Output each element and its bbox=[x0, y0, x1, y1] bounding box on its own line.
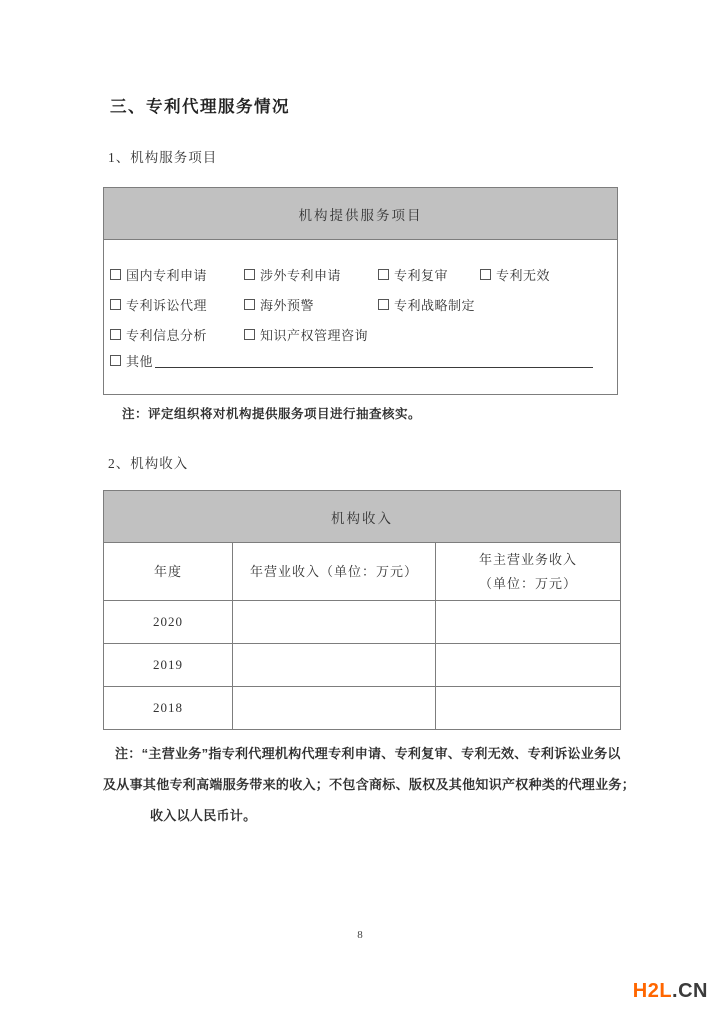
income-row-2020 bbox=[104, 601, 621, 644]
checkbox-patent-information-analysis[interactable] bbox=[110, 325, 207, 344]
watermark-cn: .CN bbox=[672, 980, 708, 1002]
section1-note: 注：评定组织将对机构提供服务项目进行抽查核实。 bbox=[122, 407, 422, 421]
checkbox-label: 专利诉讼代理 bbox=[126, 298, 208, 313]
column-header-year: 年度 bbox=[104, 543, 233, 601]
main-revenue-cell-2019[interactable] bbox=[436, 644, 621, 687]
checkbox-icon[interactable] bbox=[244, 299, 255, 310]
other-fill-in-line[interactable] bbox=[155, 354, 593, 368]
income-row-2018 bbox=[104, 687, 621, 730]
section2-note bbox=[103, 738, 636, 831]
checkbox-label: 涉外专利申请 bbox=[260, 268, 342, 283]
checkbox-icon[interactable] bbox=[110, 269, 121, 280]
section2-note-line1: 注：“主营业务”指专利代理机构代理专利申请、专利复审、专利无效、专利诉讼业务以 bbox=[115, 746, 621, 761]
page-title: 三、专利代理服务情况 bbox=[110, 97, 290, 116]
column-header-main-revenue bbox=[436, 543, 621, 601]
checkbox-icon[interactable] bbox=[110, 355, 121, 366]
column-header-main-revenue-line2: （单位：万元） bbox=[478, 575, 577, 591]
income-row-2019 bbox=[104, 644, 621, 687]
section2-heading: 2、机构收入 bbox=[108, 456, 189, 471]
checkbox-label: 其他 bbox=[126, 354, 154, 369]
checkbox-other[interactable] bbox=[110, 351, 593, 370]
checkbox-patent-reexamination[interactable] bbox=[378, 265, 448, 284]
checkbox-icon[interactable] bbox=[480, 269, 491, 280]
checkbox-row bbox=[104, 325, 617, 345]
checkbox-label: 国内专利申请 bbox=[126, 268, 208, 283]
income-table bbox=[103, 490, 621, 730]
checkbox-row bbox=[104, 295, 617, 315]
service-items-table-body bbox=[104, 240, 617, 395]
annual-revenue-cell-2018[interactable] bbox=[233, 687, 436, 730]
year-cell: 2018 bbox=[104, 687, 233, 730]
year-cell: 2020 bbox=[104, 601, 233, 644]
checkbox-icon[interactable] bbox=[244, 269, 255, 280]
checkbox-foreign-patent-application[interactable] bbox=[244, 265, 341, 284]
service-items-table-header: 机构提供服务项目 bbox=[104, 188, 617, 240]
annual-revenue-cell-2019[interactable] bbox=[233, 644, 436, 687]
income-table-header: 机构收入 bbox=[104, 491, 621, 543]
section2-note-line3: 收入以人民币计。 bbox=[150, 808, 257, 823]
checkbox-label: 专利无效 bbox=[496, 268, 551, 283]
service-items-table bbox=[103, 187, 618, 395]
year-cell: 2019 bbox=[104, 644, 233, 687]
checkbox-patent-invalidation[interactable] bbox=[480, 265, 550, 284]
checkbox-patent-strategy[interactable] bbox=[378, 295, 475, 314]
checkbox-icon[interactable] bbox=[110, 329, 121, 340]
checkbox-label: 海外预警 bbox=[260, 298, 315, 313]
checkbox-label: 专利战略制定 bbox=[394, 298, 476, 313]
watermark-logo bbox=[633, 980, 708, 1003]
checkbox-icon[interactable] bbox=[110, 299, 121, 310]
page-number: 8 bbox=[357, 929, 363, 941]
checkbox-row bbox=[104, 265, 617, 285]
checkbox-icon[interactable] bbox=[378, 299, 389, 310]
checkbox-label: 专利复审 bbox=[394, 268, 449, 283]
section2-note-line2: 及从事其他专利高端服务带来的收入；不包含商标、版权及其他知识产权种类的代理业务； bbox=[103, 777, 636, 792]
main-revenue-cell-2020[interactable] bbox=[436, 601, 621, 644]
column-header-main-revenue-line1: 年主营业务收入 bbox=[478, 552, 577, 568]
checkbox-domestic-patent-application[interactable] bbox=[110, 265, 207, 284]
checkbox-row bbox=[104, 351, 617, 371]
watermark-h2l: H2L bbox=[632, 980, 673, 1002]
checkbox-patent-litigation-agency[interactable] bbox=[110, 295, 207, 314]
section1-heading: 1、机构服务项目 bbox=[108, 150, 218, 165]
checkbox-overseas-warning[interactable] bbox=[244, 295, 314, 314]
checkbox-icon[interactable] bbox=[378, 269, 389, 280]
checkbox-icon[interactable] bbox=[244, 329, 255, 340]
checkbox-label: 知识产权管理咨询 bbox=[260, 328, 369, 343]
annual-revenue-cell-2020[interactable] bbox=[233, 601, 436, 644]
main-revenue-cell-2018[interactable] bbox=[436, 687, 621, 730]
checkbox-label: 专利信息分析 bbox=[126, 328, 208, 343]
column-header-annual-revenue: 年营业收入（单位：万元） bbox=[233, 543, 436, 601]
checkbox-ip-management-consulting[interactable] bbox=[244, 325, 368, 344]
